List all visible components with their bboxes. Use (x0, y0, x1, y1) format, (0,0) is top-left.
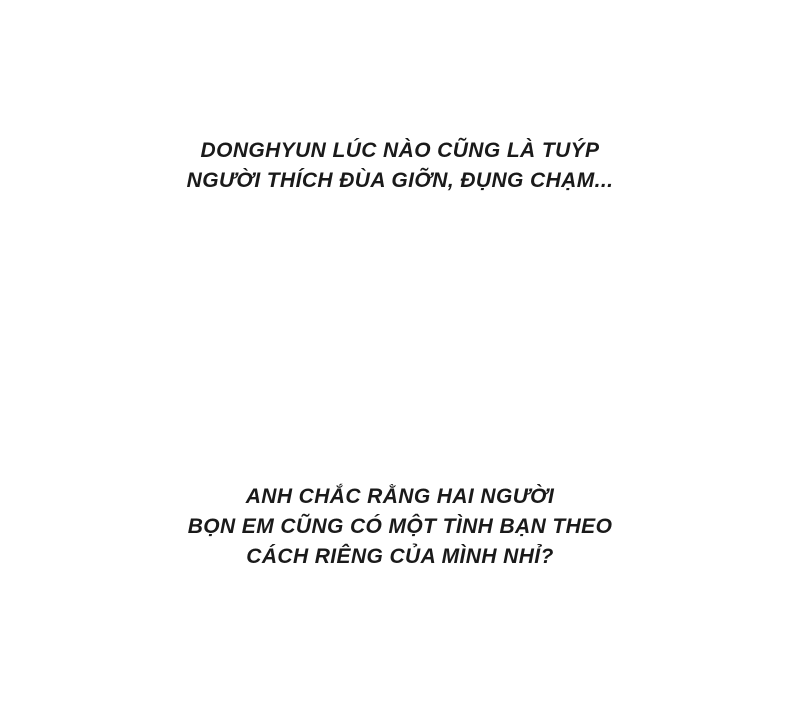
caption-line: CÁCH RIÊNG CỦA MÌNH NHỈ? (246, 544, 554, 568)
caption-line: NGƯỜI THÍCH ĐÙA GIỠN, ĐỤNG CHẠM... (186, 168, 614, 192)
caption-block-top (0, 136, 800, 196)
caption-block-bottom (0, 482, 800, 571)
caption-line: ANH CHẮC RẰNG HAI NGƯỜI (245, 485, 555, 508)
caption-line: BỌN EM CŨNG CÓ MỘT TÌNH BẠN THEO (187, 514, 613, 538)
caption-line: DONGHYUN LÚC NÀO CŨNG LÀ TUÝP (200, 139, 600, 162)
